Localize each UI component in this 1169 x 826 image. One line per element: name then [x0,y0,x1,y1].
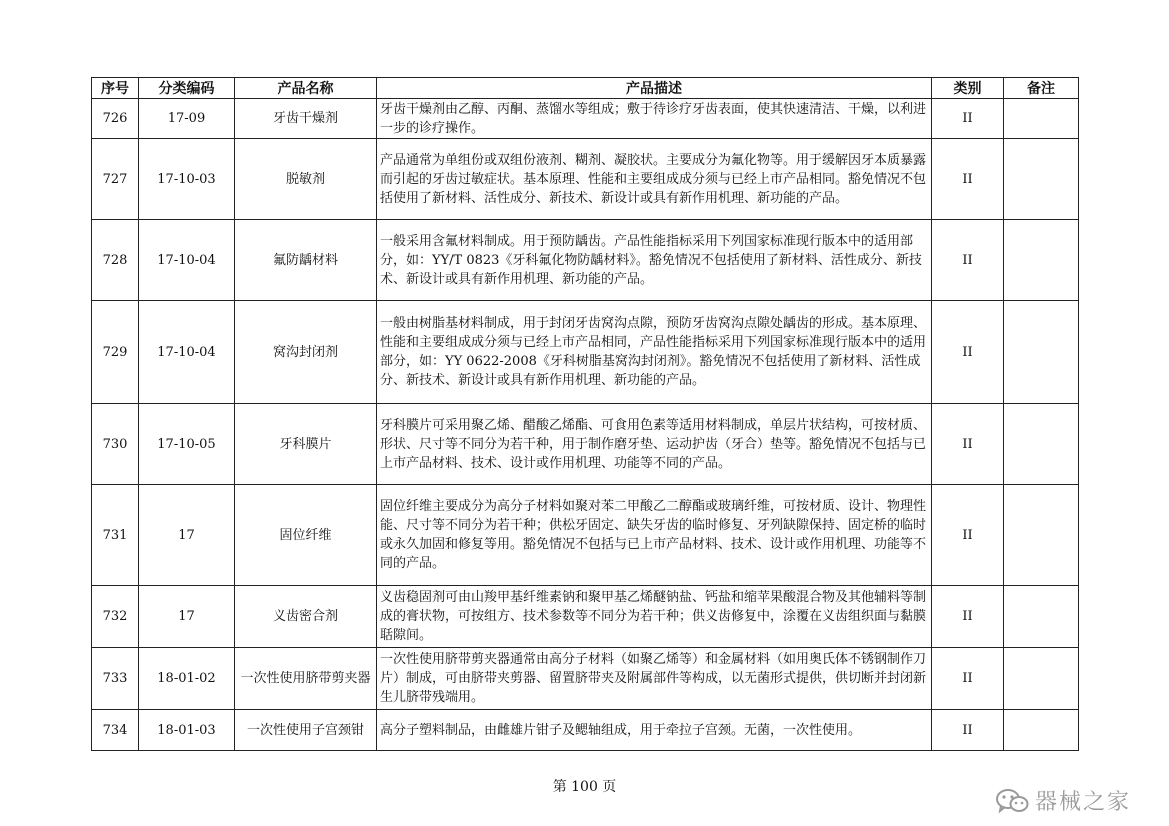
cell-note [1004,139,1079,220]
cell-desc: 高分子塑料制品，由雌雄片钳子及鳃轴组成，用于牵拉子宫颈。无菌，一次性使用。 [377,710,932,751]
cell-desc: 一般由树脂基材料制成，用于封闭牙齿窝沟点隙，预防牙齿窝沟点隙处龋齿的形成。基本原理、性能和主要组成成分须与已经上市产品相同，产品性能指标采用下列国家标准现行版本中的适用部分，如：YY 0622-2008《牙科树脂基窝沟封闭剂》。豁免情况不包括使用了新材料、活性成分、新技术、新设计或具有新作用机理、新功能的产品。 [377,301,932,404]
table-row [92,404,1079,485]
table-row [92,139,1079,220]
cell-code: 17 [139,485,235,586]
cell-desc: 一般采用含氟材料制成。用于预防龋齿。产品性能指标采用下列国家标准现行版本中的适用部分，如：YY/T 0823《牙科氟化物防龋材料》。豁免情况不包括使用了新材料、活性成分、新技术、新设计或具有新作用机理、新功能的产品。 [377,220,932,301]
header-row [92,78,1079,99]
cell-name: 一次性使用子宫颈钳 [235,710,377,751]
cell-code: 17-10-03 [139,139,235,220]
cell-desc: 牙齿干燥剂由乙醇、丙酮、蒸馏水等组成；敷于待诊疗牙齿表面，使其快速清洁、干燥，以利进一步的诊疗操作。 [377,99,932,139]
table-row [92,648,1079,710]
cell-name: 牙齿干燥剂 [235,99,377,139]
cell-category: II [932,710,1004,751]
cell-category: II [932,485,1004,586]
product-catalog-table [91,77,1079,751]
cell-seq: 727 [92,139,139,220]
cell-note [1004,220,1079,301]
table-header [92,78,1079,99]
cell-category: II [932,139,1004,220]
cell-name: 一次性使用脐带剪夹器 [235,648,377,710]
header-note: 备注 [1004,78,1079,99]
cell-note [1004,404,1079,485]
cell-seq: 726 [92,99,139,139]
table-row [92,99,1079,139]
cell-desc: 一次性使用脐带剪夹器通常由高分子材料（如聚乙烯等）和金属材料（如用奥氏体不锈钢制作刀片）制成，可由脐带夹剪器、留置脐带夹及附属部件等构成，以无菌形式提供，供切断并封闭新生儿脐带残端用。 [377,648,932,710]
cell-category: II [932,301,1004,404]
cell-code: 17-10-05 [139,404,235,485]
cell-note [1004,586,1079,648]
cell-name: 义齿密合剂 [235,586,377,648]
cell-desc: 义齿稳固剂可由山羧甲基纤维素钠和聚甲基乙烯醚钠盐、钙盐和缩苹果酸混合物及其他辅料等制成的膏状物，可按组方、技术参数等不同分为若干种；供义齿修复中，涂覆在义齿组织面与黏膜聒隙间。 [377,586,932,648]
cell-name: 氟防龋材料 [235,220,377,301]
cell-category: II [932,404,1004,485]
table-row [92,586,1079,648]
cell-seq: 731 [92,485,139,586]
watermark-text: 器械之家 [1034,790,1131,815]
cell-desc: 固位纤维主要成分为高分子材料如聚对苯二甲酸乙二醇酯或玻璃纤维，可按材质、设计、物理性能、尺寸等不同分为若干种；供松牙固定、缺失牙齿的临时修复、牙列缺隙保持、固定桥的临时或永久加固和修复等用。豁免情况不包括与已上市产品材料、技术、设计或作用机理、功能等不同的产品。 [377,485,932,586]
cell-name: 脱敏剂 [235,139,377,220]
wechat-logo-icon [995,788,1029,814]
cell-code: 17-09 [139,99,235,139]
header-code: 分类编码 [139,78,235,99]
table-row [92,485,1079,586]
cell-name: 固位纤维 [235,485,377,586]
table-row [92,301,1079,404]
cell-code: 17 [139,586,235,648]
header-name: 产品名称 [235,78,377,99]
cell-name: 窝沟封闭剂 [235,301,377,404]
cell-seq: 728 [92,220,139,301]
cell-note [1004,710,1079,751]
table-row [92,710,1079,751]
cell-code: 17-10-04 [139,301,235,404]
cell-desc: 产品通常为单组份或双组份液剂、糊剂、凝胶状。主要成分为氟化物等。用于缓解因牙本质暴露而引起的牙齿过敏症状。基本原理、性能和主要组成成分须与已经上市产品相同。豁免情况不包括使用了新材料、活性成分、新技术、新设计或具有新作用机理、新功能的产品。 [377,139,932,220]
cell-seq: 733 [92,648,139,710]
page-number: 第 100 页 [552,779,617,795]
cell-code: 18-01-03 [139,710,235,751]
header-desc: 产品描述 [377,78,932,99]
cell-note [1004,485,1079,586]
cell-seq: 732 [92,586,139,648]
cell-note [1004,301,1079,404]
header-category: 类别 [932,78,1004,99]
cell-category: II [932,648,1004,710]
cell-seq: 730 [92,404,139,485]
watermark [995,785,1131,816]
cell-code: 18-01-02 [139,648,235,710]
cell-note [1004,648,1079,710]
header-seq: 序号 [92,78,139,99]
cell-category: II [932,586,1004,648]
cell-code: 17-10-04 [139,220,235,301]
table-body [92,99,1079,751]
cell-name: 牙科膜片 [235,404,377,485]
cell-desc: 牙科膜片可采用聚乙烯、醋酸乙烯酯、可食用色素等适用材料制成，单层片状结构，可按材质、形状、尺寸等不同分为若干种，用于制作磨牙垫、运动护齿（牙合）垫等。豁免情况不包括与已上市产品材料、技术、设计或作用机理、功能等不同的产品。 [377,404,932,485]
cell-category: II [932,220,1004,301]
cell-seq: 734 [92,710,139,751]
cell-category: II [932,99,1004,139]
cell-seq: 729 [92,301,139,404]
table-row [92,220,1079,301]
cell-note [1004,99,1079,139]
